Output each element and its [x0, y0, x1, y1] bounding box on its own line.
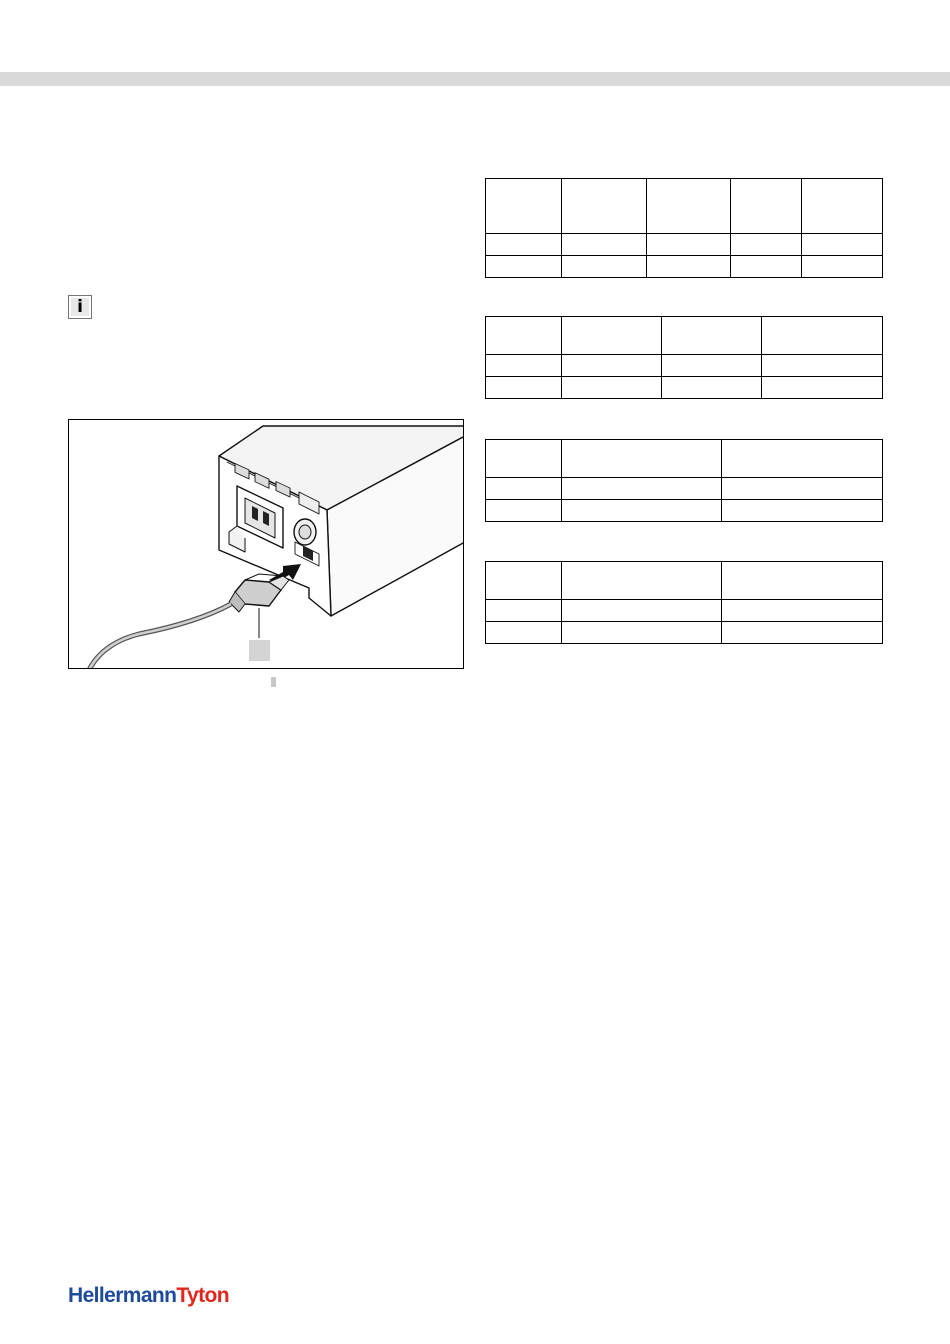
- usb-connection-figure: [68, 419, 464, 669]
- table-cell: [662, 377, 762, 399]
- spec-table-3: [485, 439, 883, 522]
- table-cell: [486, 600, 562, 622]
- table-row: [486, 600, 883, 622]
- table-cell: [486, 317, 562, 355]
- table-row: [486, 256, 883, 278]
- table-cell: [486, 440, 562, 478]
- table-cell: [562, 440, 722, 478]
- table-cell: [486, 377, 562, 399]
- table-row: [486, 234, 883, 256]
- header-bar: [0, 72, 950, 86]
- table-cell: [562, 234, 647, 256]
- table-cell: [731, 256, 802, 278]
- table-cell: [486, 234, 562, 256]
- table-cell: [731, 179, 802, 234]
- table-cell: [762, 317, 883, 355]
- table-cell: [722, 478, 883, 500]
- brand-logo-part1: Hellermann: [68, 1284, 177, 1307]
- table-cell: [802, 256, 883, 278]
- table-cell: [562, 317, 662, 355]
- table-cell: [662, 355, 762, 377]
- table-cell: [562, 622, 722, 644]
- table-cell: [562, 355, 662, 377]
- table-cell: [562, 179, 647, 234]
- table-cell: [486, 562, 562, 600]
- table-cell: [722, 500, 883, 522]
- info-icon-symbol: i: [71, 298, 89, 316]
- table-cell: [647, 234, 731, 256]
- table-row: [486, 622, 883, 644]
- table-cell: [762, 377, 883, 399]
- table-row: [486, 478, 883, 500]
- table-cell: [486, 256, 562, 278]
- table-cell: [486, 478, 562, 500]
- spec-table-2: [485, 316, 883, 399]
- table-cell: [802, 234, 883, 256]
- brand-logo-part2: Tyton: [176, 1284, 229, 1307]
- table-cell: [562, 600, 722, 622]
- table-cell: [562, 256, 647, 278]
- table-cell: [562, 377, 662, 399]
- table-row: [486, 355, 883, 377]
- figure-caption-marker: [271, 677, 276, 687]
- table-cell: [647, 179, 731, 234]
- table-cell: [762, 355, 883, 377]
- table-row: [486, 377, 883, 399]
- table-cell: [722, 622, 883, 644]
- table-header-row: [486, 562, 883, 600]
- table-cell: [731, 234, 802, 256]
- table-cell: [647, 256, 731, 278]
- table-cell: [486, 355, 562, 377]
- table-cell: [562, 562, 722, 600]
- info-icon: [68, 295, 92, 319]
- table-cell: [802, 179, 883, 234]
- table-header-row: [486, 317, 883, 355]
- callout-box: [249, 640, 270, 661]
- table-cell: [562, 478, 722, 500]
- table-row: [486, 500, 883, 522]
- table-header-row: [486, 179, 883, 234]
- table-cell: [722, 562, 883, 600]
- table-header-row: [486, 440, 883, 478]
- table-cell: [486, 179, 562, 234]
- table-cell: [722, 440, 883, 478]
- spec-table-1: [485, 178, 883, 278]
- table-cell: [562, 500, 722, 522]
- brand-logo: [68, 1282, 229, 1310]
- table-cell: [486, 500, 562, 522]
- table-cell: [662, 317, 762, 355]
- table-cell: [722, 600, 883, 622]
- table-cell: [486, 622, 562, 644]
- spec-table-4: [485, 561, 883, 644]
